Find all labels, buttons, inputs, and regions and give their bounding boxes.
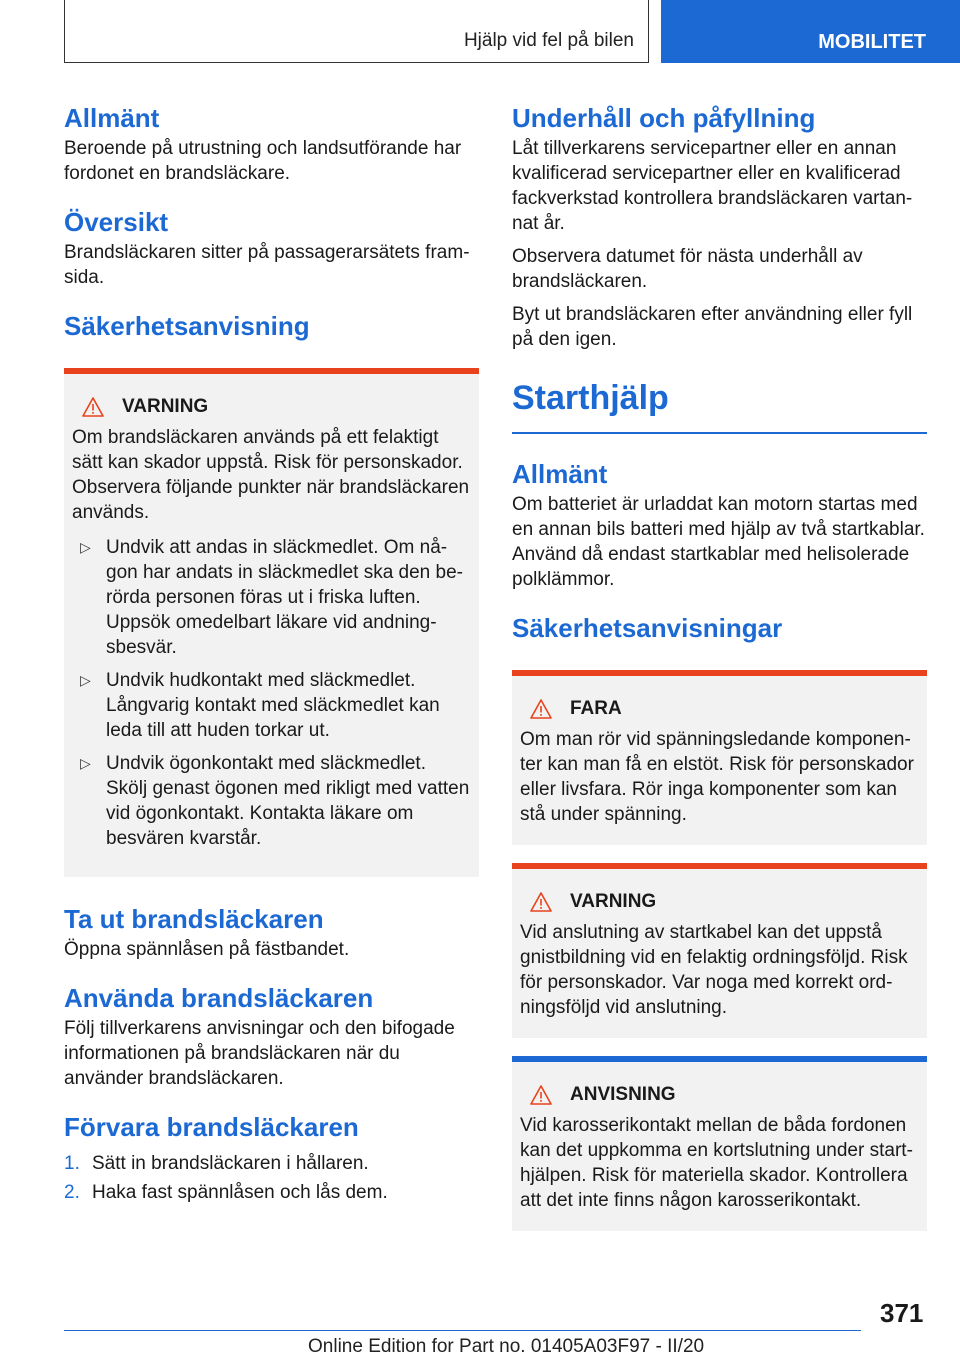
text-underhall-2: Observera datumet för nästa underhåll av brandsläckaren. [512,246,863,292]
danger-text: Om man rör vid spänningsledande komponenter kan man få en elstöt. Risk för personskador eller livsfara. Rör inga komponenter som kan stå under spänning. [520,729,914,825]
list-item: 1. Sätt in brandsläckaren i hållaren. [64,1153,369,1174]
notice-label: ANVISNING [570,1084,676,1105]
warning-label: VARNING [122,396,209,417]
text-ta-ut: Öppna spännlåsen på fästbandet. [64,939,350,960]
warning-text: Om brandsläckaren används på ett felaktigt sätt kan skador uppstå. Risk för personskador. Observera följande punkter när brandsläckaren används. [72,427,470,523]
section-divider [512,432,927,434]
list-item: ▷ Undvik ögonkontakt med släckmedlet. Skölj genast ögonen med rikligt med vatten vid ögonkontakt. Kontakta läkare om besvären kvarstår. [72,751,471,851]
heading-sakerhetsanvisning: Säkerhetsanvisning [64,311,310,341]
heading-allmant: Allmänt [64,103,160,133]
header-frame [64,0,649,63]
warning-label-2: VARNING [570,891,657,912]
bullet-triangle-icon: ▷ [80,539,91,555]
list-item: ▷ Undvik hudkontakt med släckmedlet. Långvarig kontakt med släckmedlet kan leda till att huden torkar ut. [72,668,471,743]
heading-anvanda: Använda brandsläckaren [64,983,374,1013]
warning-triangle-icon [530,892,552,912]
text-anvanda: Följ tillverkarens anvisningar och den bifogade informationen på brandsläckaren när du använder brandsläckaren. [64,1018,455,1089]
warning-triangle-icon [530,699,552,719]
chapter-title: Hjälp vid fel på bilen [463,30,634,51]
bullet-triangle-icon: ▷ [80,755,91,771]
steps-list [64,1151,479,1205]
danger-box [512,670,927,845]
page-number: 371 [880,1298,924,1328]
heading-oversikt: Översikt [64,207,169,237]
heading-underhall: Underhåll och påfyllning [512,103,816,133]
notice-box [512,1056,927,1231]
notice-text: Vid karosserikontakt mellan de båda fordonen kan det uppkomma en kortslutning under starthjälpen. Risk för materiella skador. Kontrollera att det inte finns någon karosserikontakt. [520,1115,913,1211]
list-item: ▷ Undvik att andas in släckmedlet. Om någon har andats in släckmedlet ska den berörda personen föras ut i friska luften. Uppsök omedelbart läkare vid andningsbesvär. [72,535,471,660]
heading-allmant-2: Allmänt [512,459,608,489]
heading-sakerhetsanvisningar: Säkerhetsanvisningar [512,613,783,643]
warning-box-2 [512,863,927,1038]
text-underhall-3: Byt ut brandsläckaren efter användning eller fyll på den igen. [512,304,913,350]
right-column [512,100,927,1231]
warning-list [72,535,471,851]
warning-text-2: Vid anslutning av startkabel kan det uppstå gnistbildning vid en felaktig ordningsföljd. Risk för personskador. Var noga med korrekt ordningsföljd vid anslutning. [520,922,908,1018]
footer-divider [64,1330,861,1331]
section-tab[interactable]: MOBILITET [661,0,960,63]
bullet-triangle-icon: ▷ [80,672,91,688]
warning-triangle-icon [530,1085,552,1105]
footer-edition: Online Edition for Part no. 01405A03F97 - II/20 [308,1336,705,1357]
text-allmant: Beroende på utrustning och landsutförande har fordonet en brandsläckare. [64,138,462,184]
heading-forvara: Förvara brandsläckaren [64,1112,359,1142]
warning-triangle-icon [82,397,104,417]
text-allmant-2: Om batteriet är urladdat kan motorn startas med en annan bils batteri med hjälp av två startkablar. Använd då endast startkablar med helisolerade polklämmor. [512,494,925,590]
text-underhall-1: Låt tillverkarens servicepartner eller en annan kvalificerad servicepartner eller en kvalificerad fackverkstad kontrollera brandsläckaren vartannat år. [512,138,913,234]
danger-label: FARA [570,698,622,719]
heading-starthjalp: Starthjälp [512,379,669,417]
heading-ta-ut: Ta ut brandsläckaren [64,904,324,934]
list-item: 2. Haka fast spännlåsen och lås dem. [64,1182,388,1203]
text-oversikt: Brandsläckaren sitter på passagerarsätets framsida. [64,242,470,288]
warning-box [64,368,479,877]
left-column [64,100,479,1209]
